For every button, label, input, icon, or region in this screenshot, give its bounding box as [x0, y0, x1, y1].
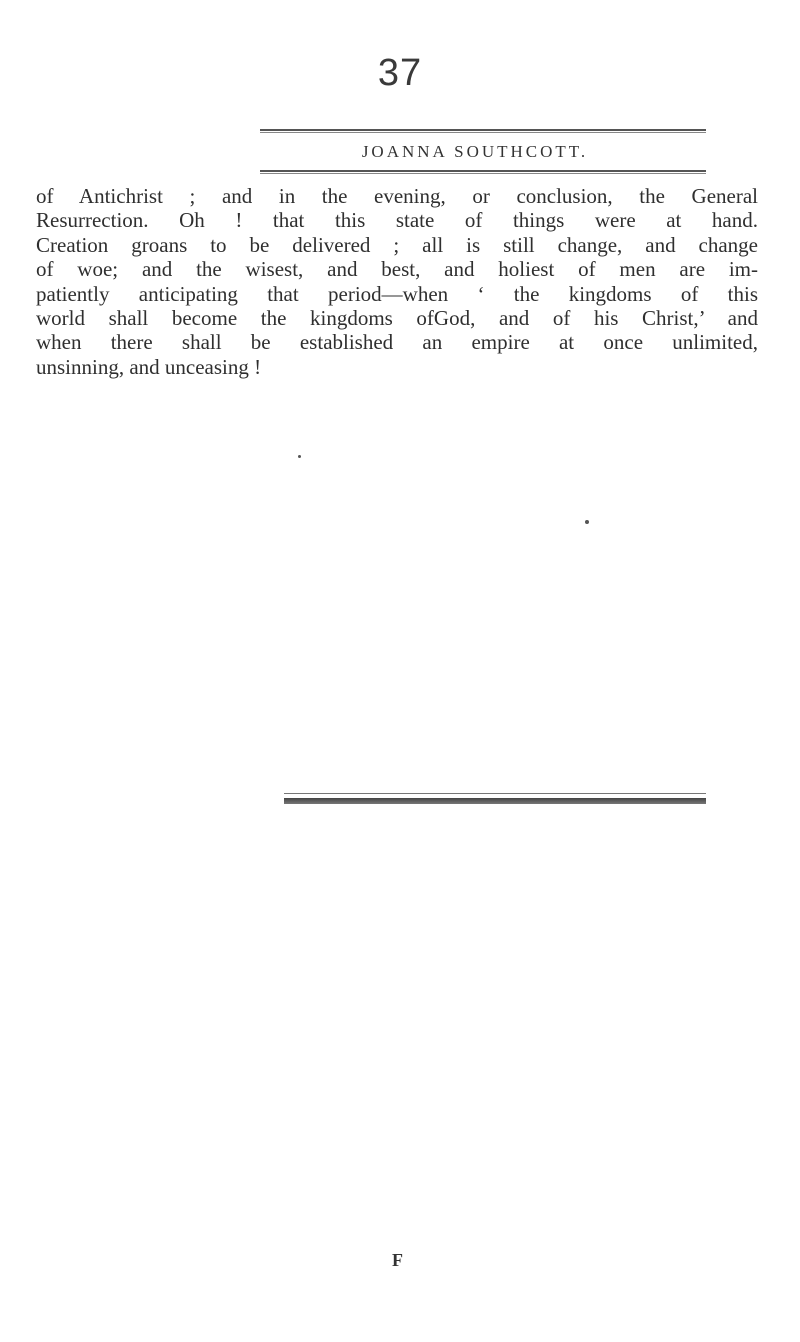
- body-paragraph: [36, 184, 758, 379]
- header-rule-lower: [260, 170, 706, 172]
- body-line: patiently anticipating that period—when ‘ the kingdoms of this: [36, 281, 758, 306]
- body-line: when there shall be established an empire at once unlimited,: [36, 330, 758, 355]
- signature-mark: F: [392, 1250, 403, 1270]
- running-head: JOANNA SOUTHCOTT.: [361, 142, 589, 161]
- header-rule-upper: [260, 129, 706, 131]
- body-line: unsinning, and unceasing !: [36, 354, 262, 379]
- header-rule-lower-thin: [260, 173, 706, 174]
- end-rule: [284, 798, 706, 804]
- body-line: of Antichrist ; and in the evening, or conclusion, the General: [36, 184, 758, 208]
- body-line: Creation groans to be delivered ; all is still change, and change: [36, 232, 758, 257]
- header-rule-upper-thin: [260, 132, 706, 133]
- page-number: 37: [377, 52, 423, 94]
- body-line: Resurrection. Oh ! that this state of things were at hand.: [36, 208, 758, 233]
- ink-speck: [298, 455, 301, 458]
- body-line: world shall become the kingdoms ofGod, and of his Christ,’ and: [36, 306, 758, 331]
- end-rule-thin: [284, 793, 706, 794]
- body-line: of woe; and the wisest, and best, and holiest of men are im-: [36, 257, 758, 282]
- ink-speck: [585, 520, 589, 524]
